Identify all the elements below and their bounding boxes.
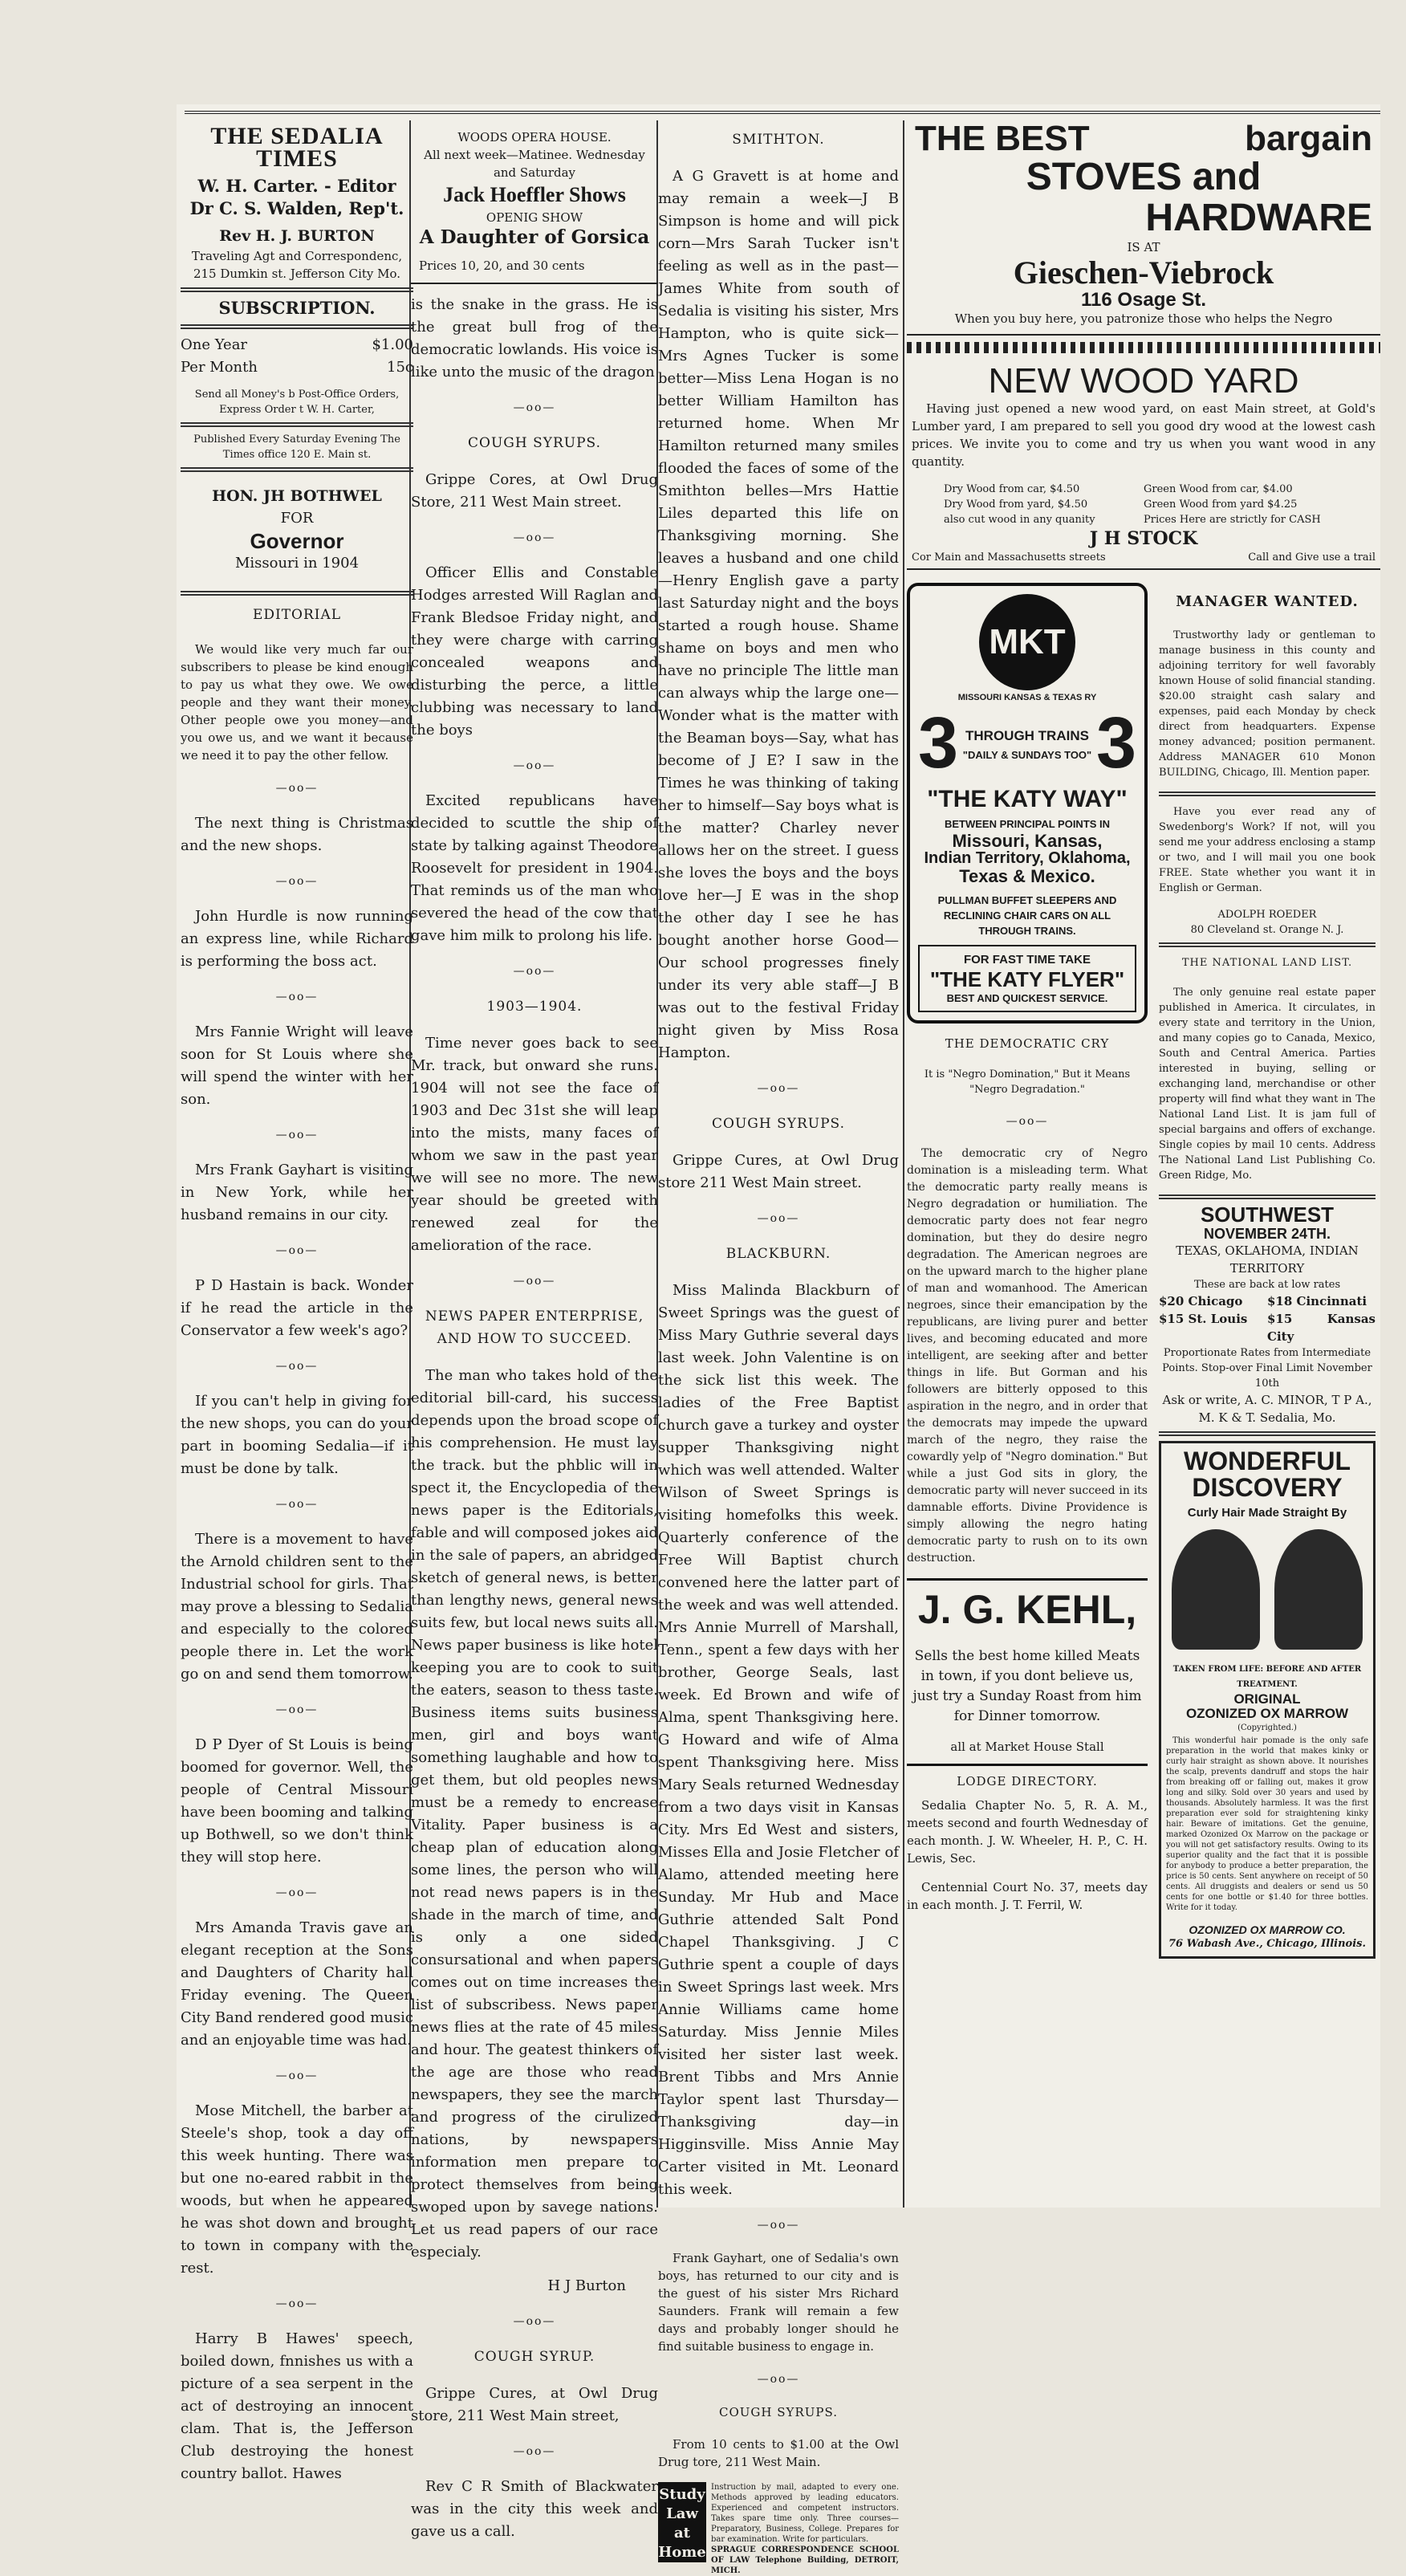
agent-name: Rev H. J. BURTON xyxy=(219,227,375,245)
column-3 xyxy=(658,120,899,2576)
published-note: Published Every Saturday Evening The Times office 120 E. Main st. xyxy=(193,433,400,461)
separator: —oo— xyxy=(513,2315,556,2328)
southwest-rate-grid xyxy=(1159,1292,1376,1345)
separator: —oo— xyxy=(513,759,556,772)
sub-month-price: 15c xyxy=(387,359,413,376)
sub-month-label: Per Month xyxy=(181,359,258,376)
manager-title: MANAGER WANTED. xyxy=(1176,593,1359,611)
reporter-line: Dr C. S. Walden, Rep't. xyxy=(189,198,404,218)
wood-price: Green Wood from car, $4.00 xyxy=(1144,483,1293,496)
wood-note: also cut wood in any quanity xyxy=(944,514,1095,527)
hardware-line1 xyxy=(907,120,1380,157)
blackburn-title: BLACKBURN. xyxy=(725,1246,831,1262)
column-4-left xyxy=(907,583,1148,1959)
separator: —oo— xyxy=(275,1360,319,1373)
wood-price: Dry Wood from yard, $4.50 xyxy=(944,499,1088,511)
news-title: NEWS PAPER ENTERPRISE, AND HOW TO SUCCEED. xyxy=(425,1308,644,1347)
news-item: is the snake in the grass. He is the great bull frog of the democratic lowlands. His voice is like unto the music of the dragon xyxy=(411,296,658,380)
news-item: Frank Gayhart, one of Sedalia's own boys, has returned to our city and is the guest of his sister Mrs Richard Saunders. Frank will remain a few days and probably longer should he find suitable business to engage in. xyxy=(658,2251,899,2354)
years-title: 1903—1904. xyxy=(486,999,583,1015)
editorial-title: EDITORIAL xyxy=(252,607,342,623)
candidate-for: FOR xyxy=(280,510,314,527)
rate: $15 St. Louis xyxy=(1159,1311,1248,1326)
send-money-note: Send all Money's b Post-Office Orders, Express Order t W. H. Carter, xyxy=(194,389,400,416)
democratic-title: THE DEMOCRATIC CRY xyxy=(945,1036,1110,1051)
wood-footer xyxy=(912,550,1376,565)
sub-row-year xyxy=(181,334,413,356)
separator: —oo— xyxy=(275,1886,319,1899)
katy-ad xyxy=(907,583,1148,1023)
wonder-company: OZONIZED OX MARROW CO. xyxy=(1189,1923,1346,1937)
southwest-contact: Ask or write, A. C. MINOR, T P A., M. K & T. Sedalia, Mo. xyxy=(1162,1392,1372,1425)
news-item: From 10 cents to $1.00 at the Owl Drug tore, 211 West Main. xyxy=(658,2437,899,2469)
news-item: D P Dyer of St Louis is being boomed for governor. Well, the people of Central Missouri have been booming and talking up Bothwell, so we don't think they will stop here. xyxy=(181,1736,413,1866)
opera-play: A Daughter of Gorsica xyxy=(419,226,650,248)
separator: —oo— xyxy=(275,2069,319,2082)
hardware-name: Gieschen-Viebrock xyxy=(1013,254,1274,291)
editorial-intro: We would like very much far our subscribers to please be kind enough to pay us what they owe. We owe people and they want their money. Other people owe you money—and you owe us, and we want it because we need it to pay the other fellow. xyxy=(181,642,413,763)
news-item: Mrs Amanda Travis gave an elegant reception at the Sons and Daughters of Charity hall Friday evening. The Queen City Band rendered good music and an enjoyable time was had. xyxy=(181,1919,413,2049)
separator: —oo— xyxy=(275,1244,319,1257)
rule xyxy=(181,324,413,329)
katy-logo: MKT xyxy=(979,594,1075,690)
separator: —oo— xyxy=(513,965,556,978)
hardware-ad xyxy=(907,120,1380,336)
katy-best: BEST AND QUICKEST SERVICE. xyxy=(946,991,1108,1004)
news-item: The man who takes hold of the editorial bill-card, his success depends upon the broad scope of his comprehension. He must lay the track. but the phblic will in spect it, the Encyclopedia of the news paper is the Editorials, fable and will composed jokes aid in the sale of papers, an abridged sketch of general news, is better than lengthy news, general news suits few, but local news suits all. News paper business is like hotel keeping you are to cook to suit the eaters, season to thess taste. Business items suits business men, girl and boys want something laughable and how to get them, but old peoples news must be a remedy to encrease Vitality. Paper business is a cheap plan of education along some lines, the person who will not read news papers is in the shade in the march of time, and is only a one sided consursational and when papers comes out on time increases the list of subscribess. News paper news flies at the rate of 45 miles and hour. The geatest thinkers of the age are those who read newspapers, they see the march and progress of the cirulized nations, by newspapers information men prepare to protect themselves from being swoped upon by savege nations. Let us read papers of our race especialy. xyxy=(411,1367,658,2261)
news-item: Mose Mitchell, the barber at Steele's shop, took a day off this week hunting. There was but one no-eared rabbit in the woods, but when he appeared he was shot down and brought to town in company with the rest. xyxy=(181,2102,413,2277)
katy-pullman: PULLMAN BUFFET SLEEPERS AND RECLINING CHAIR CARS ON ALL THROUGH TRAINS. xyxy=(937,893,1117,937)
rule xyxy=(1159,1194,1376,1199)
wonder-address: 76 Wabash Ave., Chicago, Illinois. xyxy=(1168,1938,1366,1951)
katy-trains: THROUGH TRAINS xyxy=(965,728,1089,744)
lodge-text: Sedalia Chapter No. 5, R. A. M., meets second and fourth Wednesday of each month. J. W. Wheeler, H. P., C. H. Lewis, Sec. xyxy=(907,1798,1148,1866)
rule xyxy=(181,591,413,596)
portrait-after-image xyxy=(1274,1529,1363,1650)
hardware-line3: HARDWARE xyxy=(1145,196,1372,239)
southwest-title: SOUTHWEST xyxy=(1200,1203,1335,1227)
news-item: Miss Malinda Blackburn of Sweet Springs was the guest of Miss Mary Guthrie several days last week. John Valentine is on the sick list this week. The ladies of the Free Baptist church gave a turkey and oyster supper Thanksgiving night which was well attended. Walter Wilson of Sweet Springs is visiting homefolks this week. Quarterly conference of the Free Will Baptist church convened here the latter part of the week and was well attended. Mrs Annie Murrell of Marshall, Tenn., spent a few days with her brother, George Seals, last week. Ed Brown and wife of Alma, spent Thanksgiving here. G Howard and wife of Alma spent Thanksgiving here. Miss Mary Seals returned Wednesday from a two days visit in Kansas City. Mrs Ed West and sisters, Misses Ella and Josie Fletcher of Alamo, attended meeting here Sunday. Mr Hub and Mace Guthrie attended Salt Pond Chapel Thanksgiving. J C Guthrie spent a couple of days in Sweet Springs last week. Mrs Annie Williams came home Saturday. Miss Jennie Miles visited her sister last week. Brent Tibbs and Mrs Annie Taylor spent last Thursday—Thanksgiving day—in Higginsville. Miss Annie May Carter visited in Mt. Leonard this week. xyxy=(658,1282,899,2198)
katy-flyer-box xyxy=(918,945,1136,1012)
portrait-before-image xyxy=(1172,1529,1260,1650)
southwest-destination: TEXAS, OKLAHOMA, INDIAN TERRITORY xyxy=(1176,1243,1359,1276)
katy-trains-row xyxy=(918,703,1136,784)
top-rule xyxy=(185,111,1380,114)
southwest-date: NOVEMBER 24TH. xyxy=(1203,1225,1331,1242)
column-1 xyxy=(181,120,413,2497)
study-law-school: SPRAGUE CORRESPONDENCE SCHOOL OF LAW Telephone Building, DETROIT, MICH. xyxy=(711,2545,899,2575)
wonder-subtitle: Curly Hair Made Straight By xyxy=(1187,1505,1347,1520)
news-item: The next thing is Christmas and the new shops. xyxy=(181,815,413,854)
landlist-title: THE NATIONAL LAND LIST. xyxy=(1181,957,1353,970)
column-4-right xyxy=(1159,583,1376,1959)
katy-states: Texas & Mexico. xyxy=(959,866,1095,887)
wonder-text: This wonderful hair pomade is the only safe preparation in the world that makes kinky or curly hair straight as shown above. It nourishes the scalp, prevents dandruff and stops the hair from breaking off or falling out, makes it grow long and silky. Sold over 30 years and used by thousands. Absolutely harmless. It was the first preparation ever sold for straightening kinky hair. Beware of imitations. Get the genuine, marked Ozonized Ox Marrow on the package or you will not get satisfactory results. Owing to its superior quality and the fact that it is possible for anybody to produce a better preparation, the price is 50 cents. Sent anywhere on receipt of 50 cents. All druggists and dealers or send us 50 cents for one bottle or $1.40 for three bottles. Write for it today. xyxy=(1166,1736,1368,1913)
wood-call: Call and Give use a trail xyxy=(1248,551,1376,564)
katy-way: "THE KATY WAY" xyxy=(927,785,1128,812)
sub-row-month xyxy=(181,356,413,379)
greek-border xyxy=(907,342,1380,353)
column-4 xyxy=(907,120,1380,1959)
wonderful-discovery-ad xyxy=(1159,1441,1376,1959)
wood-owner: J H STOCK xyxy=(1089,528,1198,550)
smithton-title: SMITHTON. xyxy=(732,132,825,148)
separator: —oo— xyxy=(513,2445,556,2458)
hardware-tag: When you buy here, you patronize those who helps the Negro xyxy=(954,311,1333,327)
separator: —oo— xyxy=(757,2373,800,2386)
wonder-title: DISCOVERY xyxy=(1192,1473,1343,1503)
news-item: Mrs Fannie Wright will leave soon for St Louis where she will spend the winter with her son. xyxy=(181,1023,413,1108)
rule xyxy=(181,287,413,292)
separator: —oo— xyxy=(275,1129,319,1141)
news-item: Grippe Cures, at Owl Drug store 211 West Main street. xyxy=(658,1152,899,1191)
news-item: Time never goes back to see Mr. track, but onward she runs. 1904 will not see the face of 1903 and Dec 31st she will leap into the mists, many faces of whom we saw in the past year we will see no more. The new year should be greeted with renewed zeal for the amelioration of the race. xyxy=(411,1035,658,1254)
wood-location: Cor Main and Massachusetts streets xyxy=(912,551,1106,564)
wonder-original: ORIGINAL xyxy=(1233,1691,1301,1707)
wonder-product: OZONIZED OX MARROW xyxy=(1185,1705,1349,1721)
katy-states: Missouri, Kansas, xyxy=(952,831,1103,852)
opera-show: Jack Hoeffler Shows xyxy=(443,183,626,206)
rule xyxy=(1159,792,1376,796)
editor-line: W. H. Carter. - Editor xyxy=(197,176,396,196)
cough-title: COUGH SYRUPS. xyxy=(468,435,601,451)
swedenborg-address: 80 Cleveland st. Orange N. J. xyxy=(1190,924,1344,937)
rule xyxy=(181,467,413,472)
democratic-sub: It is "Negro Domination," But it Means "Negro Degradation." xyxy=(924,1068,1131,1096)
kehl-ad xyxy=(907,1578,1148,1767)
katy-number: 3 xyxy=(1095,703,1136,784)
sub-year-price: $1.00 xyxy=(372,336,413,353)
news-item: A G Gravett is at home and may remain a week—J B Simpson is home and will pick corn—Mrs Sarah Tucker isn't feeling as well as in the past—James White from south of Sedalia is visiting his sister, Mrs Hampton, who is quite sick—Mrs Agnes Tucker is some better—Miss Lena Hogan is no better William Hamilton has returned home. When Mr Hamilton returned many smiles flooded the faces of some of the Smithton belles—Mrs Hattie Liles departed this life on Thanksgiving morning. She leaves a husband and one child—Henry English gave a party last Saturday night and the boys started a rough house. Shame shame on boys and men who have no principle The little man can always whip the large one—Wonder what is the matter with the Beaman boys—Say, what has become of J E? I saw in the Times he was thinking of taking her to himself—Say boys what is the matter? Charley never allows her on the street. I guess she loves the boys and the boys love her—J E was in the shop the other day I see he has bought another horse Good—Our school progresses finely under its very able staff—J B was out to the festival Friday night given by Miss Rosa Hampton. xyxy=(658,168,899,1061)
katy-fast: FOR FAST TIME TAKE xyxy=(963,952,1091,967)
separator: —oo— xyxy=(757,2219,800,2232)
hardware-bargain: bargain xyxy=(1245,119,1372,158)
cough-title: COUGH SYRUPS. xyxy=(712,1116,845,1132)
masthead-title: THE SEDALIA TIMES xyxy=(210,123,384,172)
kehl-location: all at Market House Stall xyxy=(950,1740,1104,1755)
hardware-address: 116 Osage St. xyxy=(1080,288,1207,311)
kehl-name: J. G. KEHL, xyxy=(917,1586,1137,1632)
cough2-title: COUGH SYRUP. xyxy=(473,2349,595,2365)
separator: —oo— xyxy=(1006,1114,1049,1128)
news-author: H J Burton xyxy=(547,2277,626,2294)
news-item: Mrs Frank Gayhart is visiting in New York, while her husband remains in our city. xyxy=(181,1162,413,1223)
katy-number: 3 xyxy=(918,703,959,784)
news-item: Officer Ellis and Constable Hodges arrested Will Raglan and Frank Bledsoe Friday night, and they were charge with carring concealed weapons and disturbing the perce, a little clubbing was necessary to land the boys xyxy=(411,564,658,739)
separator: —oo— xyxy=(275,2297,319,2310)
news-item: Rev C R Smith of Blackwater was in the city this week and gave us a call. xyxy=(411,2478,658,2540)
katy-daily: "DAILY & SUNDAYS TOO" xyxy=(962,749,1092,762)
column-4-split xyxy=(907,583,1380,1959)
wood-yard-ad xyxy=(907,360,1380,570)
separator: —oo— xyxy=(513,531,556,544)
news-item: John Hurdle is now running an express line, while Richard is performing the boss act. xyxy=(181,908,413,970)
wood-title: NEW WOOD YARD xyxy=(988,361,1299,401)
separator: —oo— xyxy=(757,1212,800,1225)
candidate-place: Missouri in 1904 xyxy=(234,555,360,572)
katy-states: Indian Territory, Oklahoma, xyxy=(924,849,1131,868)
katy-between: BETWEEN PRINCIPAL POINTS IN xyxy=(944,818,1111,831)
wood-prices xyxy=(912,482,1376,527)
candidate-name: HON. JH BOTHWEL xyxy=(212,487,382,505)
wood-price: Dry Wood from car, $4.50 xyxy=(944,483,1080,496)
study-law-ad xyxy=(658,2482,899,2576)
separator: —oo— xyxy=(513,1275,556,1288)
lodge-title: LODGE DIRECTORY. xyxy=(957,1774,1098,1789)
separator: —oo— xyxy=(275,875,319,888)
hardware-is-at: IS AT xyxy=(1127,239,1160,254)
opera-prices: Prices 10, 20, and 30 cents xyxy=(419,258,585,273)
news-item: There is a movement to have the Arnold children sent to the Industrial school for girls. That may prove a blessing to Sedalia and especially to the colored people there in. Let the work go on and send them tomorrow. xyxy=(181,1531,413,1683)
rate: $20 Chicago xyxy=(1159,1293,1243,1308)
lodge-text: Centennial Court No. 37, meets day in each month. J. T. Ferril, W. xyxy=(907,1880,1148,1913)
separator: —oo— xyxy=(275,1498,319,1511)
manager-text: Trustworthy lady or gentleman to manage business in this county and adjoining territory for well favorably known House of solid financial standing. $20.00 straight cash salary and expenses, paid each Monday by check direct from headquarters. Expense money advanced; position permanent. Address MANAGER 610 Monon BUILDING, Chicago, Ill. Mention paper. xyxy=(1159,629,1376,779)
southwest-rates: These are back at low rates xyxy=(1193,1278,1341,1291)
rule xyxy=(181,422,413,427)
wood-note: Prices Here are strictly for CASH xyxy=(1144,514,1321,527)
opera-title: WOODS OPERA HOUSE. xyxy=(457,130,612,144)
news-item: Grippe Cures, at Owl Drug store, 211 West Main street, xyxy=(411,2385,658,2424)
sub-year-label: One Year xyxy=(181,336,248,353)
hardware-the-best: THE BEST xyxy=(915,119,1090,158)
kehl-text: Sells the best home killed Meats in town, if you dont believe us, just try a Sunday Roast from him for Dinner tomorrow. xyxy=(912,1648,1142,1725)
study-law-words: Study Law at Home xyxy=(658,2482,706,2562)
candidate-office: Governor xyxy=(250,529,344,553)
swedenborg-text: Have you ever read any of Swedenborg's Work? If not, will you send me your address enclosing a stamp or two, and I will mail you one book FREE. State whether you want it in English or German. xyxy=(1159,806,1376,895)
wonder-caption: TAKEN FROM LIFE: BEFORE AND AFTER TREATMENT. xyxy=(1172,1664,1362,1689)
separator: —oo— xyxy=(757,1082,800,1095)
news-item: If you can't help in giving for the new shops, you can do your part in booming Sedalia—if it must be done by talk. xyxy=(181,1393,413,1477)
wonder-copyright: (Copyrighted.) xyxy=(1237,1723,1297,1733)
separator: —oo— xyxy=(513,401,556,414)
news-item: Grippe Cores, at Owl Drug Store, 211 West Main street. xyxy=(411,471,658,511)
landlist-text: The only genuine real estate paper published in America. It circulates, in every state and territory in the Union, and many copies go to Canada, Mexico, South and Central America. Parties interested in buying, selling or exchanging land, merchandise or other property will find what they want in The National Land List. It is jam full of special bargains and offers of exchange. Single copies by mail 10 cents. Address The National Land List Publishing Co. Green Ridge, Mo. xyxy=(1159,987,1376,1182)
rule xyxy=(1159,942,1376,947)
democratic-text: The democratic cry of Negro domination is a misleading term. What the democratic party really means is Negro degradation or humiliation. The democratic party does not fear negro domination, but they do desire negro degradation. The American negroes are on the upward march to the higher plane of man and womanhood. The American negroes, since their emancipation by the republicans, are living purer and better lives, and becoming educated and more intelligent, are seeking after and better things in life. But Gorman and his followers are bitterly opposed to this aspiration in the negro, and in order that the democrats may impede the upward march of the negro, they raise the cowardly yelp of "Negro domination." But while a just God sits in glory, the democratic party will never succeed in its damnable efforts. Divine Providence is simply allowing the negro hating democratic party to rush on to its own destruction. xyxy=(907,1146,1148,1565)
news-item: P D Hastain is back. Wonder if he read the article in the Conservator a few week's ago? xyxy=(181,1277,413,1339)
separator: —oo— xyxy=(275,1703,319,1716)
southwest-ad xyxy=(1159,1204,1376,1426)
katy-logo-sub: MISSOURI KANSAS & TEXAS RY xyxy=(957,693,1097,703)
opera-opening: OPENIG SHOW xyxy=(486,210,583,225)
swedenborg-name: ADOLPH ROEDER xyxy=(1217,909,1317,922)
subscription-title: SUBSCRIPTION. xyxy=(218,298,376,318)
cough2-title: COUGH SYRUPS. xyxy=(719,2405,838,2419)
katy-flyer: "THE KATY FLYER" xyxy=(929,967,1125,991)
opera-house-ad xyxy=(411,120,658,284)
hardware-line2: STOVES and xyxy=(1026,156,1262,199)
wonder-title: WONDERFUL xyxy=(1184,1446,1351,1475)
opera-next: All next week—Matinee. Wednesday and Saturday xyxy=(424,148,645,180)
rate: $15 Kansas City xyxy=(1267,1311,1376,1344)
news-item: Excited republicans have decided to scuttle the ship of state by talking against Theodore Roosevelt for president in 1904. That reminds us of the man who severed the head of the cow that gave him milk to prolong his life. xyxy=(411,792,658,944)
rate: $18 Cincinnati xyxy=(1267,1293,1367,1308)
agent-role: Traveling Agt and Correspondenc, xyxy=(191,249,403,263)
separator: —oo— xyxy=(275,782,319,795)
column-rule xyxy=(903,120,904,2208)
wonder-portraits xyxy=(1166,1524,1368,1662)
wood-price: Green Wood from yard $4.25 xyxy=(1144,499,1298,511)
agent-address: 215 Dumkin st. Jefferson City Mo. xyxy=(193,267,401,281)
study-law-text: Instruction by mail, adapted to every one. Methods approved by leading educators. Experienced and competent instructors. Takes spare time only. Three courses—Preparatory, Business, College. Prepares for bar examination. Write for particulars. xyxy=(711,2483,899,2544)
separator: —oo— xyxy=(275,991,319,1003)
column-2 xyxy=(411,120,658,2554)
southwest-note: Proportionate Rates from Intermediate Points. Stop-over Final Limit November 10th xyxy=(1162,1346,1372,1390)
news-item: Harry B Hawes' speech, boiled down, fnnishes us with a picture of a sea serpent in the act of destroying an innocent clam. That is, the Jefferson Club destroying the honest country ballot. Hawes xyxy=(181,2330,413,2482)
wood-text: Having just opened a new wood yard, on east Main street, at Gold's Lumber yard, I am prepared to sell you good dry wood at the lowest cash prices. We invite you to come and try us when you want wood in any quantity. xyxy=(912,401,1376,470)
rule xyxy=(1159,1431,1376,1436)
